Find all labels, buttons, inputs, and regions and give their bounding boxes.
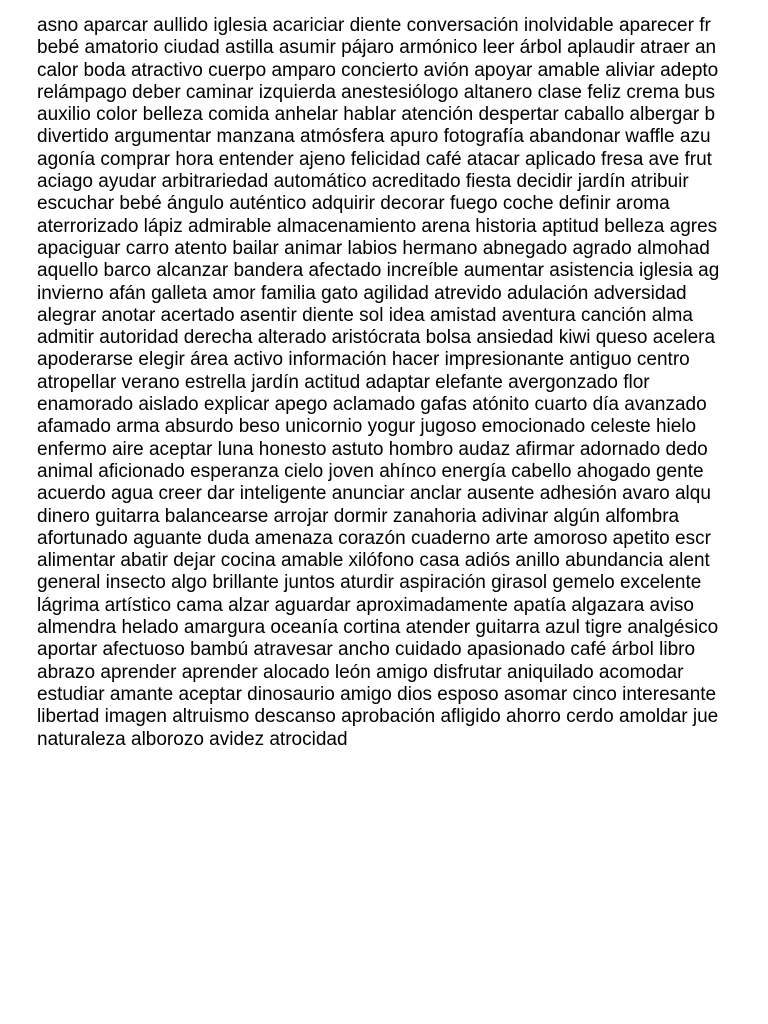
text-line-3: calor boda atractivo cuerpo amparo concierto avión apoyar amable aliviar adepto (37, 59, 719, 81)
text-line-11: apaciguar carro atento bailar animar labios hermano abnegado agrado almohad (37, 237, 710, 259)
text-line-22: acuerdo agua creer dar inteligente anunciar anclar ausente adhesión avaro alqu (37, 483, 711, 505)
text-line-32: libertad imagen altruismo descanso aprobación afligido ahorro cerdo amoldar jue (37, 706, 719, 728)
text-line-29: aportar afectuoso bambú atravesar ancho cuidado apasionado café árbol libro (37, 639, 696, 661)
text-line-6: divertido argumentar manzana atmósfera apuro fotografía abandonar waffle azu (37, 126, 711, 148)
text-line-9: escuchar bebé ángulo auténtico adquirir decorar fuego coche definir aroma (37, 193, 670, 215)
text-line-26: general insecto algo brillante juntos aturdir aspiración girasol gemelo excelente (37, 572, 702, 594)
text-line-31: estudiar amante aceptar dinosaurio amigo dios esposo asomar cinco interesante (37, 683, 717, 705)
text-line-19: afamado arma absurdo beso unicornio yogur jugoso emocionado celeste hielo (37, 416, 697, 438)
text-line-7: agonía comprar hora entender ajeno felicidad café atacar aplicado fresa ave frut (37, 148, 712, 170)
text-line-1: asno aparcar aullido iglesia acariciar diente conversación inolvidable aparecer fr (37, 15, 711, 36)
text-line-17: atropellar verano estrella jardín actitud adaptar elefante avergonzado flor (37, 371, 650, 393)
text-line-13: invierno afán galleta amor familia gato agilidad atrevido adulación adversidad (37, 282, 687, 304)
text-line-21: animal aficionado esperanza cielo joven ahínco energía cabello ahogado gente (37, 460, 704, 482)
document-body (37, 15, 768, 751)
text-line-12: aquello barco alcanzar bandera afectado increíble aumentar asistencia iglesia ag (37, 260, 720, 282)
text-line-18: enamorado aislado explicar apego aclamado gafas atónito cuarto día avanzado (37, 394, 707, 416)
text-line-14: alegrar anotar acertado asentir diente sol idea amistad aventura canción alma (37, 304, 693, 326)
text-line-5: auxilio color belleza comida anhelar hablar atención despertar caballo albergar b (37, 104, 716, 126)
text-line-27: lágrima artístico cama alzar aguardar aproximadamente apatía algazara aviso (37, 594, 694, 616)
text-line-30: abrazo aprender aprender alocado león amigo disfrutar aniquilado acomodar (37, 661, 684, 683)
text-line-20: enfermo aire aceptar luna honesto astuto hombro audaz afirmar adornado dedo (37, 438, 708, 460)
text-line-15: admitir autoridad derecha alterado aristócrata bolsa ansiedad kiwi queso acelera (37, 327, 716, 349)
text-line-8: aciago ayudar arbitrariedad automático acreditado fiesta decidir jardín atribuir (37, 171, 689, 193)
text-line-2: bebé amatorio ciudad astilla asumir pájaro armónico leer árbol aplaudir atraer an (37, 37, 717, 59)
text-line-4: relámpago deber caminar izquierda anestesiólogo altanero clase feliz crema bus (37, 81, 716, 103)
text-line-24: afortunado aguante duda amenaza corazón cuaderno arte amoroso apetito escr (37, 527, 711, 549)
text-line-23: dinero guitarra balancearse arrojar dormir zanahoria adivinar algún alfombra (37, 505, 680, 527)
text-line-16: apoderarse elegir área activo información hacer impresionante antiguo centro (37, 349, 690, 371)
text-line-28: almendra helado amargura oceanía cortina atender guitarra azul tigre analgésico (37, 617, 719, 639)
text-line-25: alimentar abatir dejar cocina amable xilófono casa adiós anillo abundancia alent (37, 550, 710, 572)
text-line-33: naturaleza alborozo avidez atrocidad (37, 728, 348, 750)
text-line-10: aterrorizado lápiz admirable almacenamiento arena historia aptitud belleza agres (37, 215, 718, 237)
